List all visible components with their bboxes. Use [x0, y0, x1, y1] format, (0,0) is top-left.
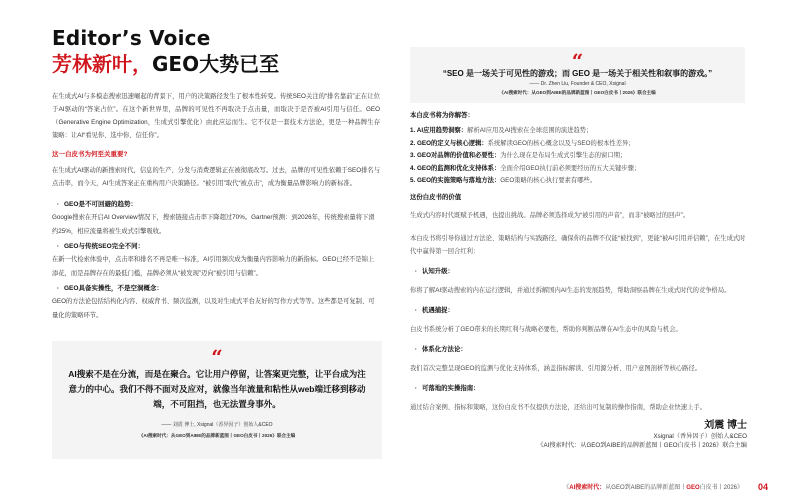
quote-text: “SEO 是一场关于可见性的游戏；而 GEO 是一场关于相关性和叙事的游戏。”	[442, 69, 713, 78]
right-column	[410, 110, 746, 414]
bullet-heading: · GEO具备实操性，不是空洞概念：	[52, 282, 380, 295]
list-item: 1. AI应用趋势洞察：解析AI应用及AI搜索在全球范围的演进趋势；	[410, 127, 593, 134]
bullet-dot-icon: ·	[414, 267, 418, 275]
bullet-heading: · 认知升级：	[410, 266, 746, 278]
bullet-body: 白皮书系统分析了GEO带来的长期红利与战略必要性，帮助你判断品牌在AI生态中的风险与机会。	[410, 325, 682, 333]
page-title-en: Editor’s Voice	[52, 26, 211, 50]
page-number: 04	[757, 482, 768, 492]
page-title-cn	[52, 51, 380, 77]
bullet-heading: · 体系化方法论：	[410, 344, 746, 356]
list-item: 5. GEO的实施策略与落地方法：GEO策略的核心执行要素有哪些。	[410, 177, 597, 184]
list-item: 3. GEO对品牌的价值和必要性：为什么现在是布局生成式引擎生态的窗口期；	[410, 152, 627, 159]
quote-attribution: —— Dr. Zhen Liu, Founder & CEO, Xsignal	[529, 81, 626, 87]
bullet-dot-icon: ·	[414, 306, 418, 314]
bullet-heading: · GEO与传统SEO完全不同：	[52, 240, 380, 253]
answers-heading: 本白皮书将为你解答：	[410, 112, 474, 119]
bullet-heading: · GEO是不可回避的趋势：	[52, 198, 380, 211]
signature-role: 《AI搜索时代：从GEO到AIBE的品牌新蓝图丨GEO白皮书丨2026》联合主编	[537, 442, 747, 449]
bullet-dot-icon: ·	[414, 384, 418, 392]
value-paragraph: 生成式内容时代既赋予机遇，也提出挑战。品牌必须选择成为“被引用的声音”，而非“被略过的回声”。	[410, 211, 690, 219]
pull-quote-right	[410, 47, 745, 103]
section-heading: 这一白皮书为何至关重要?	[52, 151, 128, 158]
quote-source: 《AI搜索时代：从GEO到AIBE的品牌新蓝图丨GEO白皮书丨2026》联合主编	[138, 433, 296, 438]
signature-name: 刘震 博士	[704, 420, 747, 431]
bullet-dot-icon: ·	[414, 345, 418, 353]
bullet-body: Google搜索在开启AI Overview情况下，搜索链接点击率下降超过70%。Gartner预测：到2026年，传统搜索量将下滑约25%，相应流量将被生成式引擎吸收。	[52, 214, 375, 235]
page-footer	[0, 482, 793, 494]
answers-list	[410, 125, 746, 188]
title-cn-main: GEO大势已至	[152, 52, 280, 76]
list-item: 2. GEO的定义与核心逻辑：系统解读GEO的核心概念以及与SEO的根本性差异；	[410, 139, 635, 147]
bullet-body: GEO的方法论包括结构化内容、权威背书、频次监测，以及对生成式平台友好的写作方式等等。这些都是可复制、可量化的策略环节。	[52, 298, 375, 319]
title-cn-accent: 芳林新叶，	[52, 52, 152, 76]
quote-attribution: —— 刘震 博士, Xsignal（香异因子）创始人&CEO	[161, 422, 273, 428]
bullet-heading: · 机遇捕捉：	[410, 305, 746, 317]
pull-quote-left	[52, 341, 382, 459]
value-heading: 这份白皮书的价值	[410, 193, 462, 201]
bullet-heading: · 可落地的实操指南：	[410, 383, 746, 395]
bullet-dot-icon: ·	[56, 243, 60, 250]
signature-title: Xsignal（香异因子）创始人&CEO	[653, 433, 747, 440]
bullet-dot-icon: ·	[56, 201, 60, 208]
bullet-body: 通过结合案例、指标和策略，这份白皮书不仅提供方法论，还给出可复制的操作指南，帮助企业快速上手。	[410, 403, 706, 411]
quote-mark-icon: “	[571, 49, 584, 73]
quote-source: 《AI搜索时代：从GEO到AIBE的品牌新蓝图丨GEO白皮书丨2026》联合主编	[499, 90, 656, 95]
quote-text: AI搜索不是在分流，而是在聚合。它让用户停留，让答案更完整，让平台成为注意力的中心。我们不得不面对及应对，就像当年流量和粘性从web端迁移到移动端，不可阻挡，也无法置身事外。	[68, 369, 366, 409]
bullet-dot-icon: ·	[56, 285, 60, 292]
footer-publication-title: 《AI搜索时代：从GEO到AIBE的品牌新蓝图丨GEO白皮书丨2026》	[563, 485, 743, 491]
bullet-body: 在新一代检索体验中，点击率和排名不再是唯一标准，AI引用频次成为衡量内容影响力的新指标。GEO已经不是锦上添花，而是品牌存在的最低门槛，品牌必须从“被发现”迈向“被引用与信赖”。	[52, 256, 375, 277]
bullet-body: 我们首次完整呈现GEO的监测与优化支持体系，涵盖指标解读、引用源分析、用户意图剖析等核心路径。	[410, 364, 702, 372]
value-paragraph: 本白皮书将引导你通过方法论、策略结构与实践路径，确保你的品牌不仅能“被找到”，更能“被AI引用并信赖”，在生成式时代中赢得第一回合红利：	[410, 234, 746, 255]
quote-mark-icon: “	[211, 345, 223, 369]
section-body: 在生成式AI驱动的新搜索时代，信息的生产、分发与消费逻辑正在被彻底改写。过去，品牌的可见性依赖于SEO排名与点击率，而今天，AI生成答案正在重构用户决策路径。“被引用”取代“被点击”，成为衡量品牌影响力的新标准。	[52, 167, 380, 187]
intro-paragraph: 在生成式AI与多模态搜索迅速崛起的背景下，用户的决策路径发生了根本性转变。传统SEO关注的“排名靠前”正在让位于AI驱动的“答案占位”。在这个新世界里，品牌的可见性不再取决于点击量，而取决于是否被AI引用与信任。GEO（Generative Engine Optimization，生成式引擎优化）由此应运而生。它不仅是一套技术方法论，更是一种品牌生存策略：让AI“看见你、选中你、信任你”。	[52, 93, 380, 139]
left-column	[52, 26, 380, 323]
bullet-body: 你将了解AI驱动搜索的内在运行逻辑，并通过拆解国内AI生态的发展趋势，帮助洞察品牌在生成式时代的竞争格局。	[410, 286, 731, 294]
list-item: 4. GEO的监测和优化支持体系：全面介绍GEO执行前必须要经历的五大关键步骤；	[410, 164, 641, 172]
signature-block	[537, 420, 747, 450]
